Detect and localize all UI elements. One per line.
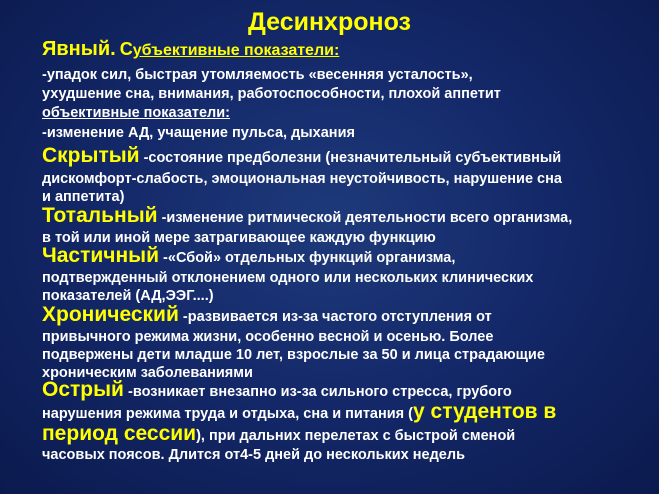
- chronic-line-1: [42, 305, 492, 327]
- chronic-text-1: -развивается из-за частого отступления от: [178, 309, 492, 325]
- acute-text-3b: ), при дальних перелетах с быстрой сменой: [196, 428, 516, 444]
- acute-term: Острый: [42, 378, 124, 401]
- slide-title: Десинхроноз: [248, 8, 411, 36]
- partial-line-3: показателей (АД,ЭЭГ....): [42, 288, 214, 304]
- explicit-subjective-line-2: ухудшение сна, внимания, работоспособности, плохой аппетит: [42, 86, 501, 102]
- acute-text-1: -возникает внезапно из-за сильного стресса, грубого: [123, 384, 512, 400]
- hidden-term: Скрытый: [42, 144, 140, 167]
- chronic-term: Хронический: [42, 303, 179, 326]
- hidden-line-2: дискомфорт-слабость, эмоциональная неустойчивость, нарушение сна: [42, 171, 562, 187]
- partial-line-2: подтвержденный отклонением одного или нескольких клинических: [42, 270, 534, 286]
- hidden-text-1: -состояние предболезни (незначительный субъективный: [139, 150, 562, 166]
- acute-line-4: часовых поясов. Длится от4-5 дней до нескольких недель: [42, 447, 465, 463]
- explicit-term: Явный.: [42, 38, 116, 60]
- acute-line-3: [42, 424, 515, 446]
- chronic-line-3: подвержены дети младше 10 лет, взрослые за 50 и лица страдающие: [42, 347, 545, 363]
- explicit-objective-line-1: -изменение АД, учащение пульса, дыхания: [42, 125, 355, 141]
- total-line-1: [42, 206, 572, 228]
- acute-text-2a: нарушения режима труда и отдыха, сна и питания (: [42, 406, 413, 422]
- chronic-line-4: хроническим заболеваниями: [42, 365, 253, 381]
- hidden-line-1: [42, 146, 561, 168]
- total-term: Тотальный: [42, 204, 158, 227]
- total-text-1: -изменение ритмической деятельности всего организма,: [157, 210, 573, 226]
- partial-text-1: -«Сбой» отдельных функций организма,: [159, 250, 456, 266]
- partial-line-1: [42, 246, 455, 268]
- acute-line-2: [42, 402, 556, 424]
- subjective-label-initial: С: [119, 39, 133, 59]
- subjective-label: убъективные показатели:: [132, 42, 340, 59]
- partial-term: Частичный: [42, 244, 160, 267]
- acute-highlight-students: у студентов в: [413, 400, 557, 423]
- chronic-line-2: привычного режима жизни, особенно весной и осенью. Более: [42, 329, 494, 345]
- acute-highlight-session: период сессии: [42, 422, 197, 445]
- explicit-heading: [42, 40, 339, 61]
- objective-label: объективные показатели:: [42, 105, 230, 121]
- hidden-line-3: и аппетита): [42, 189, 125, 205]
- explicit-subjective-line-1: -упадок сил, быстрая утомляемость «весенняя усталость»,: [42, 67, 473, 83]
- acute-line-1: [42, 380, 512, 402]
- total-line-2: в той или иной мере затрагивающее каждую функцию: [42, 230, 436, 246]
